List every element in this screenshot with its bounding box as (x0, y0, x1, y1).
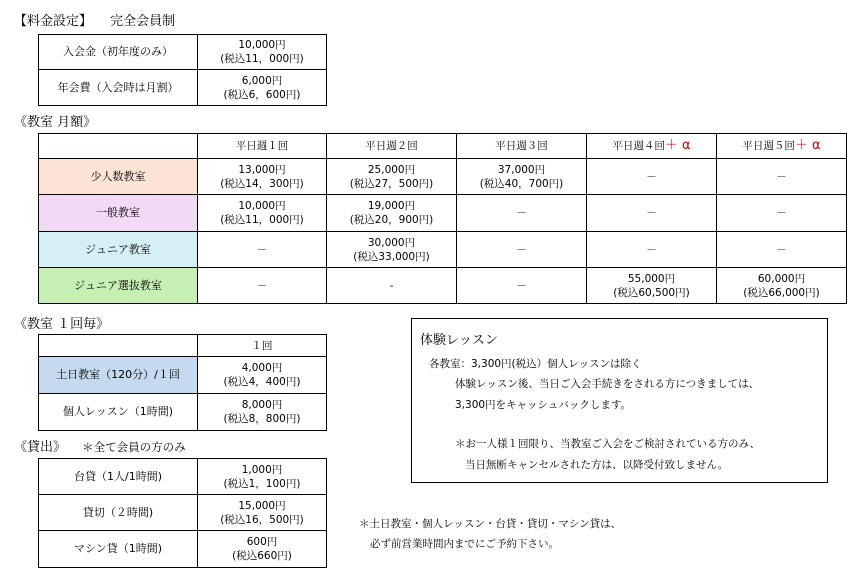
rental-note: ＊全て会員の方のみ (82, 440, 186, 454)
rental-section-title: 《貸出》 ＊全て会員の方のみ (14, 440, 186, 455)
header-cell: １回 (198, 335, 327, 357)
header-cell: 平日週５回＋ α (717, 134, 847, 159)
row-label: マシン貸（1時間) (39, 531, 198, 568)
price-cell: － (198, 232, 327, 268)
trial-title: 体験レッスン (420, 333, 498, 348)
table-row (39, 495, 327, 531)
fee-section-title: 【料金設定】 完全会員制 (14, 14, 176, 29)
table-header-row (39, 134, 847, 159)
header-cell: 平日週３回 (457, 134, 587, 159)
table-row (39, 531, 327, 568)
table-row (39, 159, 847, 195)
price-cell: － (717, 159, 847, 195)
row-label: ジュニア教室 (39, 232, 198, 268)
header-cell: 平日週１回 (198, 134, 327, 159)
per-lesson-table (38, 334, 327, 431)
price-cell: 13,000円 (税込14，300円) (198, 159, 327, 195)
monthly-section-title: 《教室 月額》 (14, 115, 97, 130)
row-label: 少人数教室 (39, 159, 198, 195)
price-cell: 4,000円 (税込4，400円) (198, 357, 327, 394)
alpha-mark: ＋ α (664, 138, 691, 153)
table-row (39, 459, 327, 495)
fee-table (38, 34, 327, 106)
per-lesson-section-title: 《教室 １回毎》 (14, 317, 110, 332)
table-row (39, 195, 847, 232)
price-cell: 8,000円 (税込8，800円) (198, 394, 327, 431)
fee-section-subtitle: 完全会員制 (110, 14, 176, 29)
blank-cell (39, 335, 198, 357)
price-cell: - (327, 268, 457, 304)
price-cell: 1,000円 (税込1，100円) (198, 459, 327, 495)
price-cell: 19,000円 (税込20，900円) (327, 195, 457, 232)
row-label: 貸切（２時間) (39, 495, 198, 531)
trial-lesson-box (411, 318, 828, 483)
row-label: ジュニア選抜教室 (39, 268, 198, 304)
footer-note-line: ＊土日教室・個人レッスン・台貸・貸切・マシン貸は、 (359, 518, 622, 530)
price-cell: 10,000円 (税込11，000円) (198, 195, 327, 232)
blank-cell (39, 134, 198, 159)
trial-line: 当日無断キャンセルされた方は、以降受付致しません。 (465, 459, 729, 471)
table-row (39, 70, 327, 106)
row-label: 個人レッスン（1時間) (39, 394, 198, 431)
price-cell: 37,000円 (税込40，700円) (457, 159, 587, 195)
price-cell: 55,000円 (税込60,500円) (587, 268, 717, 304)
table-row (39, 268, 847, 304)
row-label: 台貸（1人/1時間) (39, 459, 198, 495)
alpha-mark: ＋ α (794, 138, 821, 153)
price-cell: － (198, 268, 327, 304)
price-cell: 60,000円 (税込66,000円) (717, 268, 847, 304)
price-cell: － (457, 268, 587, 304)
row-label: 土日教室（120分）/１回 (39, 357, 198, 394)
price-cell: 15,000円 (税込16，500円) (198, 495, 327, 531)
price-cell: 25,000円 (税込27，500円) (327, 159, 457, 195)
monthly-table (38, 133, 847, 304)
header-cell: 平日週２回 (327, 134, 457, 159)
price-cell: － (457, 232, 587, 268)
footer-note-line: 必ず前営業時間内までにご予約下さい。 (370, 538, 559, 550)
trial-line: ＊お一人様１回限り、当教室ご入会をご検討されている方のみ、 (455, 438, 761, 450)
price-cell: － (717, 232, 847, 268)
price-cell: － (587, 195, 717, 232)
table-row (39, 35, 327, 70)
fee-label: 年会費（入会時は月割） (39, 70, 198, 106)
price-cell: － (587, 232, 717, 268)
price-cell: 600円 (税込660円) (198, 531, 327, 568)
fee-price: 10,000円 (税込11，000円) (198, 35, 327, 70)
price-cell: 30,000円 (税込33,000円) (327, 232, 457, 268)
table-row (39, 232, 847, 268)
price-cell: － (717, 195, 847, 232)
table-row (39, 394, 327, 431)
rental-table (38, 458, 327, 568)
price-cell: － (587, 159, 717, 195)
trial-line: 体験レッスン後、当日ご入会手続きをされる方につきましては、 (455, 378, 760, 390)
fee-price: 6,000円 (税込6，600円) (198, 70, 327, 106)
trial-line: 3,300円をキャッシュバックします。 (455, 399, 632, 411)
price-cell: － (457, 195, 587, 232)
table-row (39, 357, 327, 394)
trial-line: 各教室：3,300円(税込）個人レッスンは除く (429, 358, 642, 370)
row-label: 一般教室 (39, 195, 198, 232)
fee-label: 入会金（初年度のみ） (39, 35, 198, 70)
table-header-row (39, 335, 327, 357)
header-cell: 平日週４回＋ α (587, 134, 717, 159)
